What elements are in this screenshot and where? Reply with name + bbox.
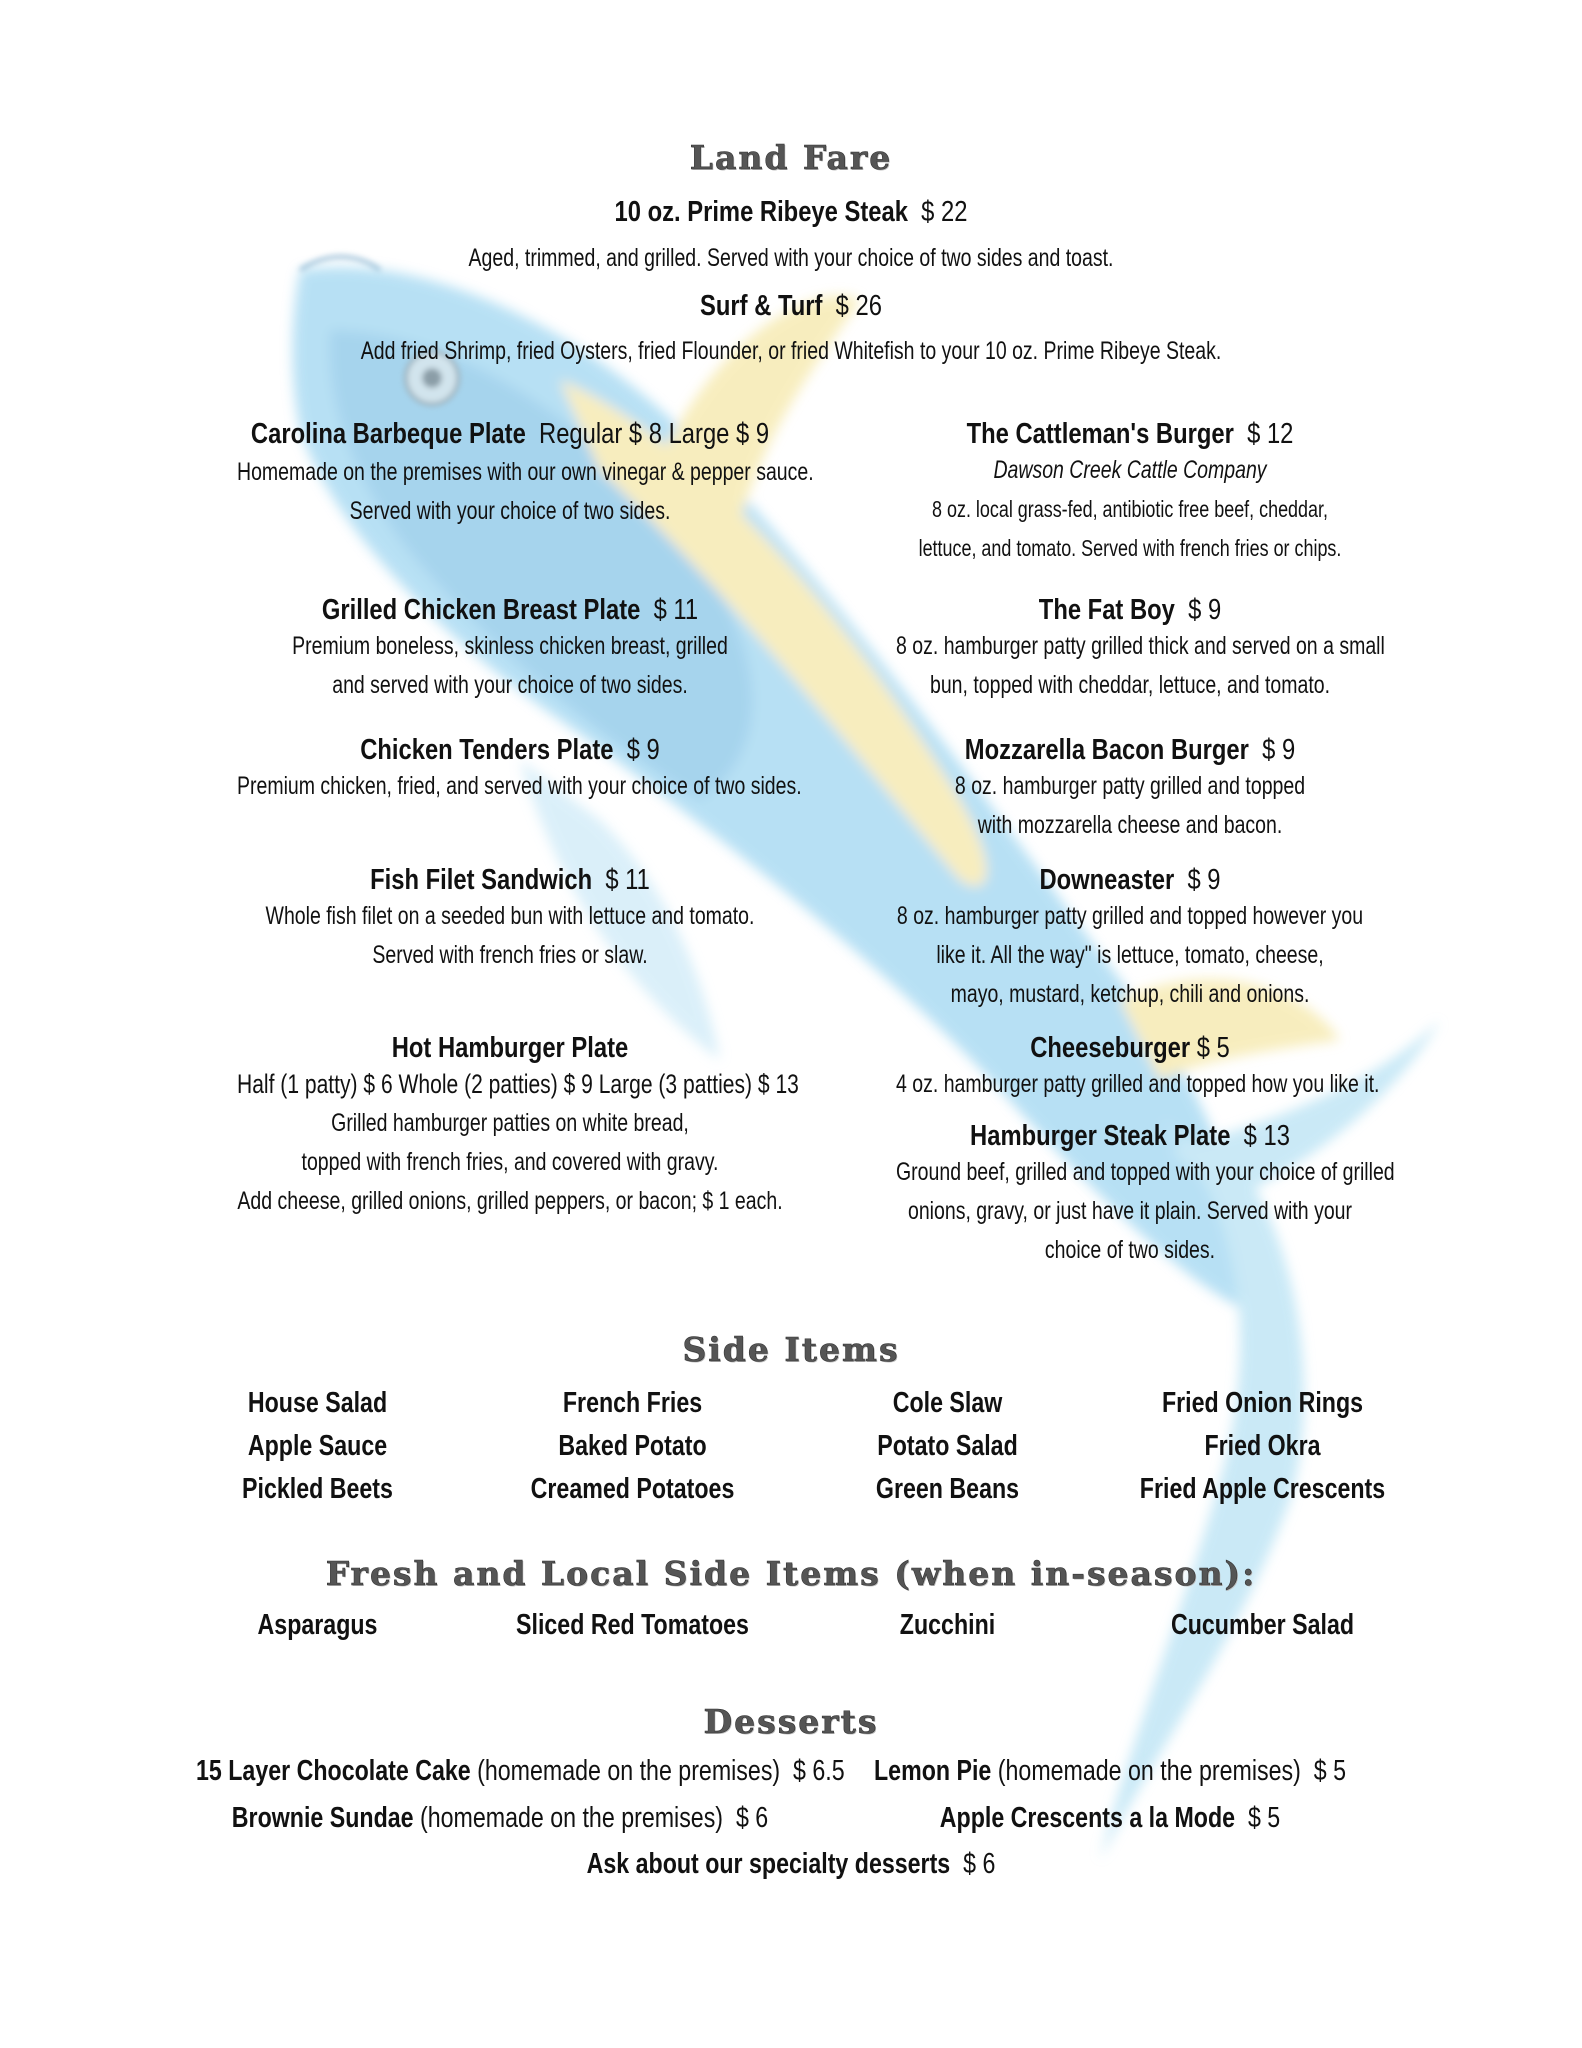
apple-name: Apple Crescents a la Mode — [939, 1802, 1236, 1834]
cattleman-price: $ 12 — [1247, 418, 1294, 450]
chicken-breast-price: $ 11 — [653, 594, 699, 626]
side-column-2 — [475, 1382, 790, 1511]
downeaster-desc-1: 8 oz. hamburger patty grilled and topped however you — [896, 902, 1364, 930]
brownie-note: (homemade on the premises) — [420, 1802, 724, 1834]
ribeye-desc: Aged, trimmed, and grilled. Served with your choice of two sides and toast. — [468, 244, 1114, 272]
side-item: Cole Slaw — [892, 1387, 1003, 1419]
side-item: Fried Apple Crescents — [1139, 1473, 1386, 1505]
lemon-dessert — [862, 1755, 1358, 1788]
fish-filet-desc-2: Served with french fries or slaw. — [372, 941, 648, 969]
fresh-item: Zucchini — [899, 1609, 996, 1641]
cake-note: (homemade on the premises) — [477, 1755, 781, 1787]
hot-hamburger-block — [160, 1032, 860, 1221]
mozzarella-price: $ 9 — [1262, 734, 1296, 766]
cake-name: 15 Layer Chocolate Cake — [196, 1755, 471, 1787]
surf-turf-price: $ 26 — [835, 290, 882, 322]
fat-boy-block — [830, 594, 1430, 705]
fish-filet-desc-1: Whole fish filet on a seeded bun with lettuce and tomato. — [265, 902, 755, 930]
tenders-item — [223, 734, 797, 767]
chicken-breast-block — [160, 594, 860, 705]
chicken-breast-name: Grilled Chicken Breast Plate — [321, 594, 641, 626]
brownie-name: Brownie Sundae — [231, 1802, 414, 1834]
side-items-heading: Side Items — [682, 1330, 900, 1369]
land-fare-heading: Land Fare — [689, 138, 893, 177]
side-column-4 — [1105, 1382, 1420, 1511]
cheeseburger-item — [884, 1032, 1376, 1065]
hamburger-steak-name: Hamburger Steak Plate — [970, 1120, 1231, 1152]
fish-filet-price: $ 11 — [605, 864, 650, 896]
fat-boy-name: The Fat Boy — [1038, 594, 1175, 626]
fish-filet-item — [223, 864, 797, 897]
downeaster-desc-2: like it. All the way" is lettuce, tomato, cheese, — [936, 941, 1324, 969]
hot-hamburger-sizes: Half (1 patty) $ 6 Whole (2 patties) $ 9 Large (3 patties) $ 13 — [237, 1069, 799, 1099]
mozzarella-desc-1: 8 oz. hamburger patty grilled and topped — [954, 772, 1306, 800]
lemon-price: $ 5 — [1313, 1755, 1346, 1787]
downeaster-price: $ 9 — [1187, 864, 1221, 896]
specialty-name: Ask about our specialty desserts — [586, 1848, 951, 1880]
side-item: Pickled Beets — [242, 1473, 393, 1505]
cheeseburger-block — [830, 1032, 1430, 1104]
apple-dessert — [862, 1802, 1358, 1835]
tenders-price: $ 9 — [626, 734, 660, 766]
tenders-block — [160, 734, 860, 806]
mozzarella-block — [830, 734, 1430, 845]
fresh-local-row — [160, 1604, 1420, 1647]
surf-turf-item — [142, 290, 1439, 323]
side-item: French Fries — [562, 1387, 703, 1419]
surf-turf-desc: Add fried Shrimp, fried Oysters, fried Flounder, or fried Whitefish to your 10 oz. Prime Ribeye Steak. — [360, 337, 1222, 365]
fresh-item: Cucumber Salad — [1170, 1609, 1355, 1641]
cattleman-name: The Cattleman's Burger — [966, 418, 1234, 450]
fresh-item: Sliced Red Tomatoes — [516, 1609, 749, 1641]
cattleman-item — [884, 418, 1376, 451]
chicken-breast-desc-1: Premium boneless, skinless chicken breast, grilled — [292, 632, 728, 660]
brownie-price: $ 6 — [735, 1802, 769, 1834]
hamburger-steak-desc-3: choice of two sides. — [1044, 1236, 1216, 1264]
cake-dessert — [196, 1755, 845, 1788]
side-column-1 — [160, 1382, 475, 1511]
mozzarella-name: Mozzarella Bacon Burger — [964, 734, 1249, 766]
side-column-3 — [790, 1382, 1105, 1511]
lemon-note: (homemade on the premises) — [997, 1755, 1301, 1787]
hot-hamburger-desc-1: Grilled hamburger patties on white bread, — [331, 1109, 689, 1137]
bbq-desc-1: Homemade on the premises with our own vinegar & pepper sauce. — [237, 458, 814, 486]
cattleman-desc-2: lettuce, and tomato. Served with french fries or chips. — [918, 535, 1342, 561]
specialty-price: $ 6 — [963, 1848, 996, 1880]
tenders-desc-1: Premium chicken, fried, and served with your choice of two sides. — [237, 772, 802, 800]
fresh-local-heading: Fresh and Local Side Items (when in-season): — [325, 1554, 1257, 1593]
hamburger-steak-price: $ 13 — [1243, 1120, 1290, 1152]
tenders-name: Chicken Tenders Plate — [360, 734, 614, 766]
chicken-breast-item — [223, 594, 797, 627]
hot-hamburger-desc-2: topped with french fries, and covered with gravy. — [301, 1148, 719, 1176]
mozzarella-item — [884, 734, 1376, 767]
downeaster-item — [884, 864, 1376, 897]
cake-price: $ 6.5 — [793, 1755, 845, 1787]
side-item: Baked Potato — [558, 1430, 707, 1462]
fresh-item: Asparagus — [257, 1609, 378, 1641]
cheeseburger-price: $ 5 — [1196, 1032, 1230, 1064]
mozzarella-desc-2: with mozzarella cheese and bacon. — [977, 811, 1283, 839]
hot-hamburger-name: Hot Hamburger Plate — [391, 1032, 629, 1064]
fat-boy-desc-2: bun, topped with cheddar, lettuce, and tomato. — [929, 671, 1331, 699]
side-item: House Salad — [247, 1387, 388, 1419]
side-items-grid — [160, 1382, 1420, 1511]
fat-boy-desc-1: 8 oz. hamburger patty grilled thick and served on a small — [896, 632, 1385, 660]
bbq-price: Regular $ 8 Large $ 9 — [539, 418, 770, 450]
fish-filet-block — [160, 864, 860, 975]
hamburger-steak-desc-1: Ground beef, grilled and topped with your choice of grilled — [896, 1158, 1395, 1186]
ribeye-price: $ 22 — [921, 196, 968, 228]
hamburger-steak-desc-2: onions, gravy, or just have it plain. Served with your — [907, 1197, 1353, 1225]
hamburger-steak-block — [830, 1120, 1430, 1270]
brownie-dessert — [196, 1802, 804, 1835]
cattleman-company: Dawson Creek Cattle Company — [993, 456, 1267, 484]
downeaster-name: Downeaster — [1039, 864, 1175, 896]
left-menu-column — [160, 418, 860, 525]
lemon-name: Lemon Pie — [874, 1755, 992, 1787]
fat-boy-price: $ 9 — [1188, 594, 1222, 626]
side-item: Green Beans — [875, 1473, 1020, 1505]
fish-filet-name: Fish Filet Sandwich — [370, 864, 593, 896]
chicken-breast-desc-2: and served with your choice of two sides. — [332, 671, 688, 699]
apple-price: $ 5 — [1247, 1802, 1281, 1834]
cheeseburger-name: Cheeseburger — [1030, 1032, 1191, 1064]
cattleman-desc-1: 8 oz. local grass-fed, antibiotic free beef, cheddar, — [932, 496, 1328, 522]
fat-boy-item — [884, 594, 1376, 627]
bbq-desc-2: Served with your choice of two sides. — [349, 497, 671, 525]
hot-hamburger-desc-3: Add cheese, grilled onions, grilled peppers, or bacon; $ 1 each. — [237, 1187, 783, 1215]
specialty-dessert — [158, 1848, 1424, 1881]
downeaster-desc-3: mayo, mustard, ketchup, chili and onions. — [950, 980, 1310, 1008]
side-item: Potato Salad — [877, 1430, 1018, 1462]
side-item: Fried Onion Rings — [1161, 1387, 1364, 1419]
ribeye-item — [142, 196, 1439, 229]
side-item: Fried Okra — [1204, 1430, 1321, 1462]
hamburger-steak-item — [884, 1120, 1376, 1153]
cheeseburger-desc-1: 4 oz. hamburger patty grilled and topped how you like it. — [896, 1070, 1380, 1098]
bbq-item — [223, 418, 797, 451]
bbq-name: Carolina Barbeque Plate — [250, 418, 526, 450]
side-item: Apple Sauce — [247, 1430, 388, 1462]
desserts-heading: Desserts — [703, 1702, 879, 1741]
downeaster-block — [830, 864, 1430, 1014]
cattleman-block — [830, 418, 1430, 568]
side-item: Creamed Potatoes — [530, 1473, 735, 1505]
surf-turf-name: Surf & Turf — [700, 290, 823, 322]
ribeye-name: 10 oz. Prime Ribeye Steak — [614, 196, 908, 228]
